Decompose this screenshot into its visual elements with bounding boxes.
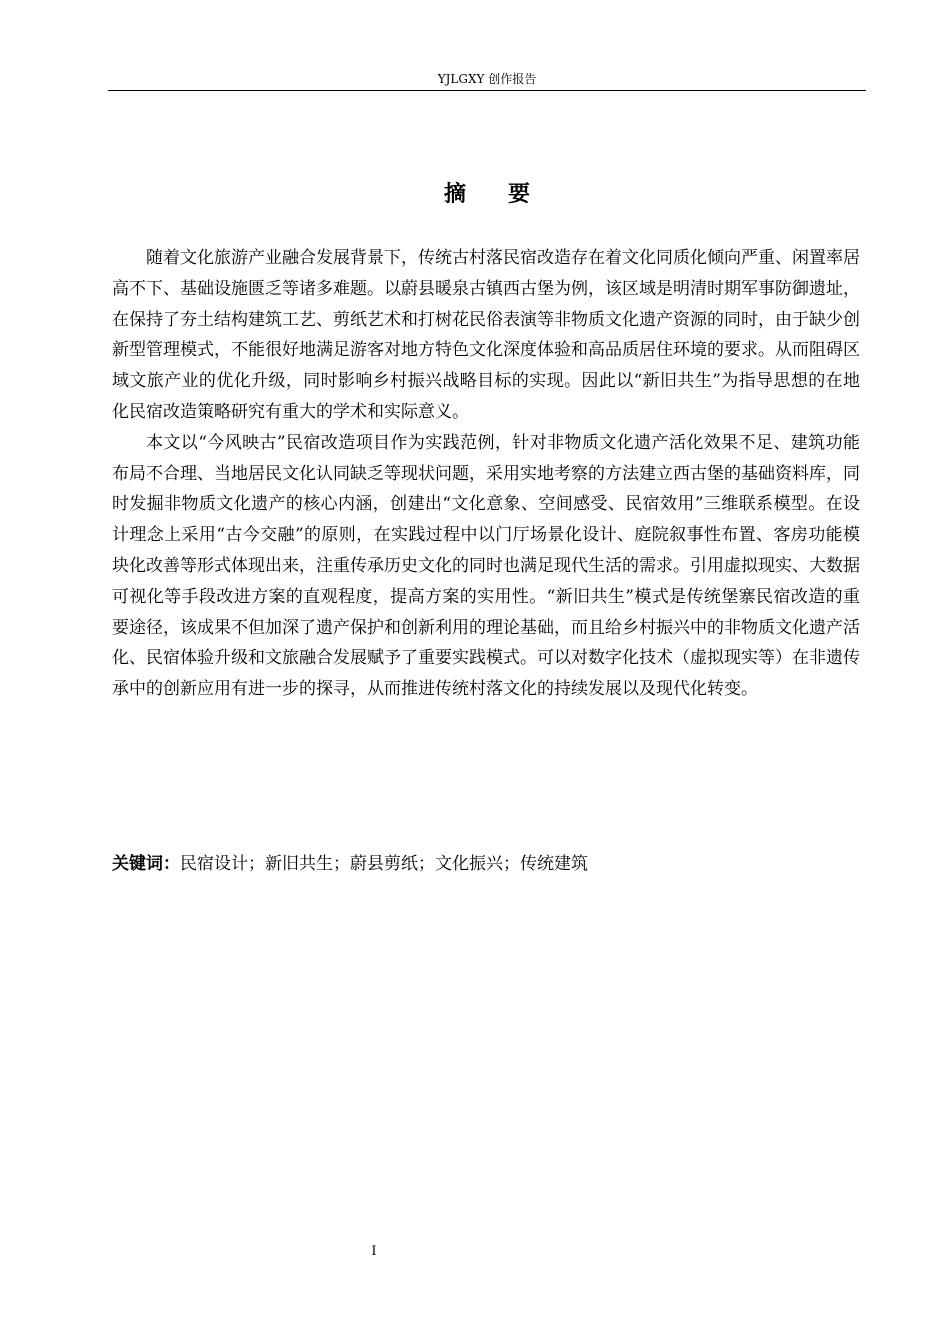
running-header: YJLGXY 创作报告: [437, 72, 537, 86]
keywords-label: 关键词：: [112, 854, 180, 874]
page-number: I: [371, 1244, 377, 1259]
header-divider: [108, 90, 866, 91]
abstract-paragraph-1: 随着文化旅游产业融合发展背景下，传统古村落民宿改造存在着文化同质化倾向严重、闲置率居高不下、基础设施匮乏等诸多难题。以蔚县暖泉古镇西古堡为例，该区域是明清时期军事防御遗址，在保持了夯土结构建筑工艺、剪纸艺术和打树花民俗表演等非物质文化遗产资源的同时，由于缺少创新型管理模式，不能很好地满足游客对地方特色文化深度体验和高品质居住环境的要求。从而阻碍区域文旅产业的优化升级，同时影响乡村振兴战略目标的实现。因此以“新旧共生”为指导思想的在地化民宿改造策略研究有重大的学术和实际意义。: [112, 248, 860, 422]
keywords-line: [112, 850, 860, 878]
abstract-title: 摘要: [443, 182, 572, 207]
abstract-paragraph-2: 本文以“今风映古”民宿改造项目作为实践范例，针对非物质文化遗产活化效果不足、建筑功能布局不合理、当地居民文化认同缺乏等现状问题，采用实地考察的方法建立西古堡的基础资料库，同时发掘非物质文化遗产的核心内涵，创建出“文化意象、空间感受、民宿效用”三维联系模型。在设计理念上采用“古今交融”的原则，在实践过程中以门厅场景化设计、庭院叙事性布置、客房功能模块化改善等形式体现出来，注重传承历史文化的同时也满足现代生活的需求。引用虚拟现实、大数据可视化等手段改进方案的直观程度，提高方案的实用性。“新旧共生”模式是传统堡寨民宿改造的重要途径，该成果不但加深了遗产保护和创新利用的理论基础，而且给乡村振兴中的非物质文化遗产活化、民宿体验升级和文旅融合发展赋予了重要实践模式。可以对数字化技术（虚拟现实等）在非遗传承中的创新应用有进一步的探寻，从而推进传统村落文化的持续发展以及现代化转变。: [112, 432, 860, 700]
keywords-value: 民宿设计；新旧共生；蔚县剪纸；文化振兴；传统建筑: [180, 854, 588, 874]
abstract-body: [112, 243, 860, 705]
